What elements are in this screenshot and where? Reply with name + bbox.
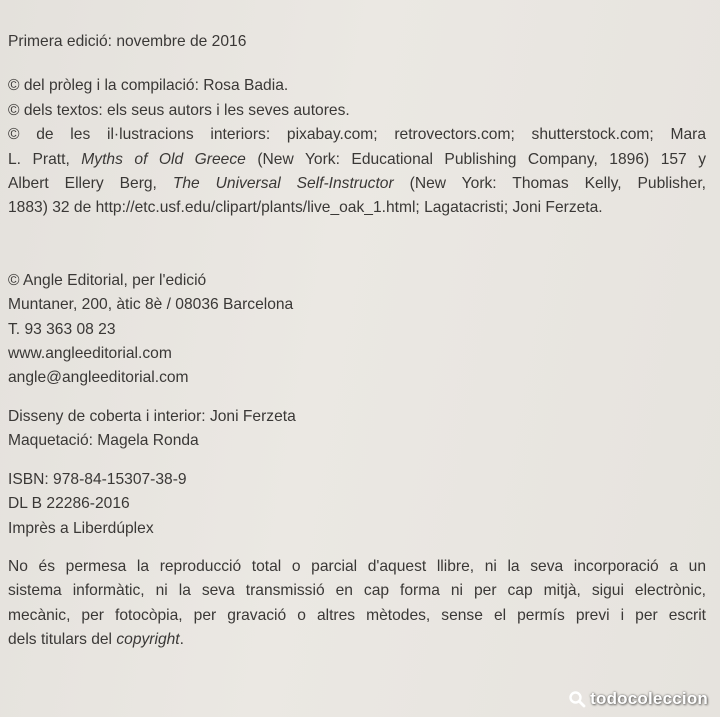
illustrations-credit-line-4: 1883) 32 de http://etc.usf.edu/clipart/plants/live_oak_1.html; Lagatacristi; Joni Ferzeta.	[8, 199, 603, 217]
illustrations-credit-text: (New York: Thomas Kelly, Publisher,	[393, 175, 706, 193]
copyright-word: copyright	[116, 631, 180, 649]
publisher-copyright: © Angle Editorial, per l'edició	[8, 271, 207, 289]
illustrations-credit-line-3	[8, 172, 706, 196]
watermark-text: todocoleccion	[590, 689, 708, 708]
rights-notice-line-3: mecànic, per fotocòpia, per gravació o altres mètodes, sense el permís previ i per escrit	[8, 606, 706, 624]
publisher-address: Muntaner, 200, àtic 8è / 08036 Barcelona	[8, 296, 294, 314]
rights-notice-line-2: sistema informàtic, ni la seva transmissió en cap forma ni per cap mitjà, sigui electrònic,	[8, 582, 706, 600]
cover-design-credit: Disseny de coberta i interior: Joni Ferzeta	[8, 407, 296, 425]
isbn: ISBN: 978-84-15307-38-9	[8, 470, 187, 488]
preface-credit: © del pròleg i la compilació: Rosa Badia.	[8, 77, 289, 95]
edition-line: Primera edició: novembre de 2016	[8, 33, 247, 50]
rights-notice-line-1: No és permesa la reproducció total o parcial d'aquest llibre, ni la seva incorporació a un	[8, 557, 706, 575]
illustrations-credit-line-2	[8, 148, 706, 172]
rights-notice-text: dels titulars del	[8, 631, 117, 649]
publisher-phone: T. 93 363 08 23	[8, 320, 116, 338]
book-title: Myths of Old Greece	[81, 150, 246, 168]
book-title: The Universal Self-Instructor	[172, 175, 394, 193]
magnifier-icon	[568, 690, 586, 708]
illustrations-credit-text: Albert Ellery Berg,	[8, 175, 173, 193]
legal-deposit: DL B 22286-2016	[8, 495, 130, 513]
printer-credit: Imprès a Liberdúplex	[8, 519, 154, 537]
illustrations-credit-line-1: © de les il·lustracions interiors: pixabay.com; retrovectors.com; shutterstock.com; Mara	[8, 126, 706, 144]
rights-notice-line-4	[8, 628, 706, 652]
colophon-page	[8, 30, 706, 653]
illustrations-credit-text: L. Pratt,	[8, 150, 82, 168]
rights-notice-text: .	[179, 631, 184, 649]
layout-credit: Maquetació: Magela Ronda	[8, 432, 199, 450]
publisher-email: angle@angleeditorial.com	[8, 369, 189, 387]
publisher-website: www.angleeditorial.com	[8, 345, 172, 363]
illustrations-credit-text: (New York: Educational Publishing Company, 1896) 157 y	[245, 150, 707, 168]
watermark	[568, 689, 708, 709]
texts-credit: © dels textos: els seus autors i les seves autores.	[8, 101, 350, 119]
